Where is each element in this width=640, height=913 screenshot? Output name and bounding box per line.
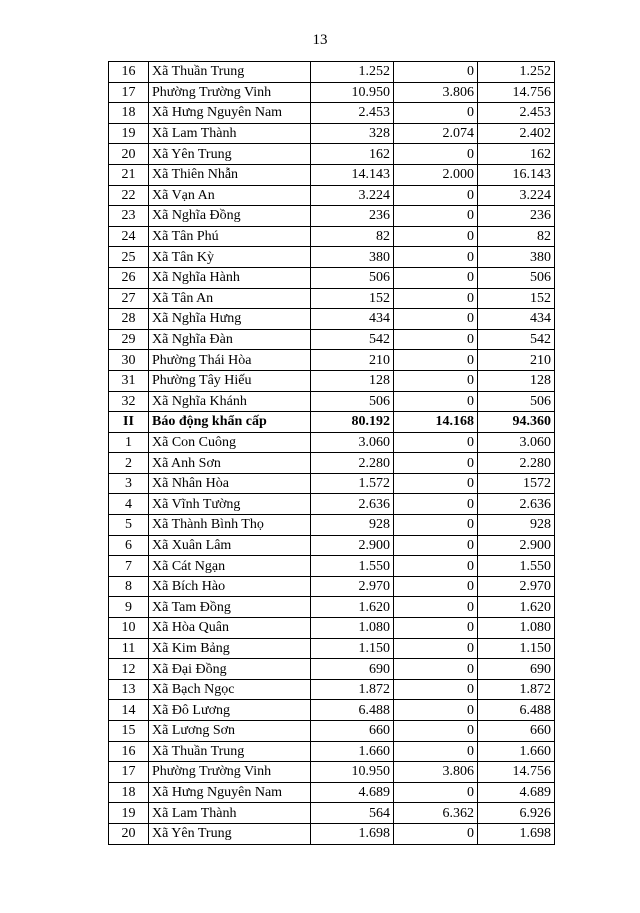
total-cell: 6.926	[478, 803, 555, 824]
value-1-cell: 1.572	[311, 473, 394, 494]
value-2-cell: 0	[394, 515, 478, 536]
table-row	[109, 247, 555, 268]
row-number-cell: 20	[109, 144, 149, 165]
unit-name-cell: Xã Con Cuông	[149, 432, 311, 453]
value-1-cell: 660	[311, 721, 394, 742]
table-row	[109, 329, 555, 350]
value-2-cell: 0	[394, 721, 478, 742]
table-row	[109, 473, 555, 494]
value-1-cell: 2.970	[311, 576, 394, 597]
value-1-cell: 128	[311, 370, 394, 391]
value-2-cell: 0	[394, 309, 478, 330]
table-row	[109, 82, 555, 103]
value-2-cell: 3.806	[394, 762, 478, 783]
value-2-cell: 0	[394, 288, 478, 309]
value-1-cell: 506	[311, 267, 394, 288]
row-number-cell: 18	[109, 103, 149, 124]
unit-name-cell: Xã Thuần Trung	[149, 741, 311, 762]
row-number-cell: 29	[109, 329, 149, 350]
value-1-cell: 928	[311, 515, 394, 536]
value-2-cell: 0	[394, 226, 478, 247]
row-number-cell: II	[109, 412, 149, 433]
table-row	[109, 453, 555, 474]
unit-name-cell: Phường Trường Vinh	[149, 762, 311, 783]
total-cell: 128	[478, 370, 555, 391]
table-row	[109, 185, 555, 206]
unit-name-cell: Xã Nghĩa Hành	[149, 267, 311, 288]
total-cell: 152	[478, 288, 555, 309]
row-number-cell: 20	[109, 823, 149, 844]
total-cell: 690	[478, 659, 555, 680]
value-1-cell: 1.150	[311, 638, 394, 659]
value-1-cell: 10.950	[311, 82, 394, 103]
row-number-cell: 13	[109, 679, 149, 700]
table-row	[109, 576, 555, 597]
group-header-row	[109, 412, 555, 433]
unit-name-cell: Xã Vĩnh Tường	[149, 494, 311, 515]
table-row	[109, 144, 555, 165]
value-2-cell: 0	[394, 62, 478, 83]
value-1-cell: 2.280	[311, 453, 394, 474]
unit-name-cell: Xã Thiên Nhẫn	[149, 164, 311, 185]
table-row	[109, 741, 555, 762]
value-1-cell: 1.872	[311, 679, 394, 700]
value-1-cell: 6.488	[311, 700, 394, 721]
unit-name-cell: Phường Tây Hiếu	[149, 370, 311, 391]
table-row	[109, 164, 555, 185]
unit-name-cell: Xã Lương Sơn	[149, 721, 311, 742]
value-1-cell: 162	[311, 144, 394, 165]
row-number-cell: 27	[109, 288, 149, 309]
unit-name-cell: Xã Bạch Ngọc	[149, 679, 311, 700]
value-1-cell: 434	[311, 309, 394, 330]
row-number-cell: 8	[109, 576, 149, 597]
value-1-cell: 1.080	[311, 618, 394, 639]
value-1-cell: 80.192	[311, 412, 394, 433]
unit-name-cell: Xã Anh Sơn	[149, 453, 311, 474]
table-row	[109, 762, 555, 783]
unit-name-cell: Xã Tam Đồng	[149, 597, 311, 618]
table-row	[109, 700, 555, 721]
total-cell: 16.143	[478, 164, 555, 185]
table-row	[109, 288, 555, 309]
total-cell: 380	[478, 247, 555, 268]
total-cell: 1.660	[478, 741, 555, 762]
row-number-cell: 30	[109, 350, 149, 371]
unit-name-cell: Báo động khẩn cấp	[149, 412, 311, 433]
value-1-cell: 2.900	[311, 535, 394, 556]
value-1-cell: 506	[311, 391, 394, 412]
row-number-cell: 10	[109, 618, 149, 639]
total-cell: 14.756	[478, 762, 555, 783]
unit-name-cell: Xã Nghĩa Khánh	[149, 391, 311, 412]
row-number-cell: 19	[109, 803, 149, 824]
unit-name-cell: Xã Tân Kỳ	[149, 247, 311, 268]
total-cell: 2.970	[478, 576, 555, 597]
value-2-cell: 0	[394, 391, 478, 412]
table-body	[109, 62, 555, 845]
value-2-cell: 0	[394, 473, 478, 494]
unit-name-cell: Xã Đại Đồng	[149, 659, 311, 680]
total-cell: 2.280	[478, 453, 555, 474]
table-row	[109, 556, 555, 577]
table-row	[109, 494, 555, 515]
value-2-cell: 0	[394, 700, 478, 721]
row-number-cell: 23	[109, 206, 149, 227]
value-2-cell: 0	[394, 185, 478, 206]
total-cell: 82	[478, 226, 555, 247]
value-1-cell: 542	[311, 329, 394, 350]
value-1-cell: 328	[311, 123, 394, 144]
value-1-cell: 690	[311, 659, 394, 680]
unit-name-cell: Xã Hòa Quân	[149, 618, 311, 639]
table-row	[109, 823, 555, 844]
value-1-cell: 2.636	[311, 494, 394, 515]
value-1-cell: 2.453	[311, 103, 394, 124]
value-2-cell: 0	[394, 679, 478, 700]
unit-name-cell: Xã Nghĩa Đàn	[149, 329, 311, 350]
value-2-cell: 0	[394, 206, 478, 227]
total-cell: 210	[478, 350, 555, 371]
value-1-cell: 10.950	[311, 762, 394, 783]
value-2-cell: 0	[394, 741, 478, 762]
unit-name-cell: Xã Đô Lương	[149, 700, 311, 721]
value-1-cell: 1.660	[311, 741, 394, 762]
total-cell: 6.488	[478, 700, 555, 721]
value-2-cell: 0	[394, 823, 478, 844]
table-row	[109, 535, 555, 556]
unit-name-cell: Phường Trường Vinh	[149, 82, 311, 103]
value-2-cell: 3.806	[394, 82, 478, 103]
unit-name-cell: Xã Nhân Hòa	[149, 473, 311, 494]
row-number-cell: 32	[109, 391, 149, 412]
value-2-cell: 0	[394, 432, 478, 453]
total-cell: 94.360	[478, 412, 555, 433]
total-cell: 162	[478, 144, 555, 165]
total-cell: 4.689	[478, 782, 555, 803]
value-2-cell: 0	[394, 247, 478, 268]
data-table	[108, 61, 555, 845]
total-cell: 1572	[478, 473, 555, 494]
total-cell: 434	[478, 309, 555, 330]
row-number-cell: 22	[109, 185, 149, 206]
value-2-cell: 0	[394, 782, 478, 803]
unit-name-cell: Xã Thành Bình Thọ	[149, 515, 311, 536]
table-row	[109, 679, 555, 700]
value-1-cell: 14.143	[311, 164, 394, 185]
value-2-cell: 2.074	[394, 123, 478, 144]
unit-name-cell: Xã Hưng Nguyên Nam	[149, 782, 311, 803]
value-2-cell: 0	[394, 144, 478, 165]
row-number-cell: 17	[109, 762, 149, 783]
value-2-cell: 0	[394, 494, 478, 515]
total-cell: 14.756	[478, 82, 555, 103]
row-number-cell: 26	[109, 267, 149, 288]
unit-name-cell: Xã Lam Thành	[149, 123, 311, 144]
row-number-cell: 28	[109, 309, 149, 330]
value-2-cell: 14.168	[394, 412, 478, 433]
table-row	[109, 515, 555, 536]
value-2-cell: 0	[394, 597, 478, 618]
table-row	[109, 597, 555, 618]
value-1-cell: 1.252	[311, 62, 394, 83]
value-1-cell: 1.550	[311, 556, 394, 577]
row-number-cell: 25	[109, 247, 149, 268]
value-1-cell: 236	[311, 206, 394, 227]
row-number-cell: 14	[109, 700, 149, 721]
total-cell: 1.252	[478, 62, 555, 83]
total-cell: 506	[478, 391, 555, 412]
unit-name-cell: Xã Hưng Nguyên Nam	[149, 103, 311, 124]
total-cell: 1.080	[478, 618, 555, 639]
row-number-cell: 16	[109, 741, 149, 762]
value-1-cell: 380	[311, 247, 394, 268]
value-1-cell: 210	[311, 350, 394, 371]
value-1-cell: 1.620	[311, 597, 394, 618]
value-2-cell: 0	[394, 267, 478, 288]
row-number-cell: 2	[109, 453, 149, 474]
row-number-cell: 31	[109, 370, 149, 391]
table-row	[109, 123, 555, 144]
unit-name-cell: Xã Nghĩa Đồng	[149, 206, 311, 227]
total-cell: 2.900	[478, 535, 555, 556]
value-1-cell: 3.060	[311, 432, 394, 453]
unit-name-cell: Xã Vạn An	[149, 185, 311, 206]
table-row	[109, 206, 555, 227]
row-number-cell: 7	[109, 556, 149, 577]
value-1-cell: 152	[311, 288, 394, 309]
row-number-cell: 16	[109, 62, 149, 83]
value-2-cell: 2.000	[394, 164, 478, 185]
value-2-cell: 0	[394, 659, 478, 680]
table-row	[109, 226, 555, 247]
table-row	[109, 618, 555, 639]
row-number-cell: 5	[109, 515, 149, 536]
row-number-cell: 15	[109, 721, 149, 742]
total-cell: 1.550	[478, 556, 555, 577]
value-1-cell: 564	[311, 803, 394, 824]
table-row	[109, 782, 555, 803]
value-2-cell: 0	[394, 103, 478, 124]
table-row	[109, 391, 555, 412]
row-number-cell: 6	[109, 535, 149, 556]
total-cell: 928	[478, 515, 555, 536]
table-row	[109, 721, 555, 742]
unit-name-cell: Xã Cát Ngạn	[149, 556, 311, 577]
total-cell: 236	[478, 206, 555, 227]
value-2-cell: 0	[394, 453, 478, 474]
table-row	[109, 267, 555, 288]
unit-name-cell: Xã Xuân Lâm	[149, 535, 311, 556]
value-2-cell: 0	[394, 556, 478, 577]
unit-name-cell: Xã Kim Bảng	[149, 638, 311, 659]
total-cell: 1.698	[478, 823, 555, 844]
unit-name-cell: Xã Tân Phú	[149, 226, 311, 247]
table-row	[109, 309, 555, 330]
value-1-cell: 1.698	[311, 823, 394, 844]
unit-name-cell: Xã Bích Hào	[149, 576, 311, 597]
row-number-cell: 12	[109, 659, 149, 680]
value-1-cell: 82	[311, 226, 394, 247]
value-2-cell: 0	[394, 638, 478, 659]
value-2-cell: 6.362	[394, 803, 478, 824]
value-1-cell: 3.224	[311, 185, 394, 206]
unit-name-cell: Xã Lam Thành	[149, 803, 311, 824]
total-cell: 660	[478, 721, 555, 742]
row-number-cell: 21	[109, 164, 149, 185]
table-row	[109, 638, 555, 659]
row-number-cell: 3	[109, 473, 149, 494]
total-cell: 506	[478, 267, 555, 288]
table-row	[109, 350, 555, 371]
total-cell: 1.620	[478, 597, 555, 618]
page-number: 13	[312, 32, 328, 48]
value-2-cell: 0	[394, 618, 478, 639]
total-cell: 3.224	[478, 185, 555, 206]
table-row	[109, 803, 555, 824]
total-cell: 1.150	[478, 638, 555, 659]
table-row	[109, 370, 555, 391]
unit-name-cell: Xã Nghĩa Hưng	[149, 309, 311, 330]
unit-name-cell: Xã Thuần Trung	[149, 62, 311, 83]
value-2-cell: 0	[394, 329, 478, 350]
row-number-cell: 17	[109, 82, 149, 103]
total-cell: 2.636	[478, 494, 555, 515]
value-2-cell: 0	[394, 576, 478, 597]
row-number-cell: 18	[109, 782, 149, 803]
row-number-cell: 9	[109, 597, 149, 618]
row-number-cell: 11	[109, 638, 149, 659]
total-cell: 2.453	[478, 103, 555, 124]
value-2-cell: 0	[394, 350, 478, 371]
row-number-cell: 19	[109, 123, 149, 144]
table-row	[109, 659, 555, 680]
unit-name-cell: Xã Yên Trung	[149, 144, 311, 165]
row-number-cell: 24	[109, 226, 149, 247]
total-cell: 1.872	[478, 679, 555, 700]
table-row	[109, 62, 555, 83]
total-cell: 2.402	[478, 123, 555, 144]
value-2-cell: 0	[394, 370, 478, 391]
row-number-cell: 4	[109, 494, 149, 515]
row-number-cell: 1	[109, 432, 149, 453]
table-row	[109, 103, 555, 124]
value-2-cell: 0	[394, 535, 478, 556]
total-cell: 542	[478, 329, 555, 350]
value-1-cell: 4.689	[311, 782, 394, 803]
unit-name-cell: Phường Thái Hòa	[149, 350, 311, 371]
unit-name-cell: Xã Tân An	[149, 288, 311, 309]
unit-name-cell: Xã Yên Trung	[149, 823, 311, 844]
total-cell: 3.060	[478, 432, 555, 453]
table-row	[109, 432, 555, 453]
